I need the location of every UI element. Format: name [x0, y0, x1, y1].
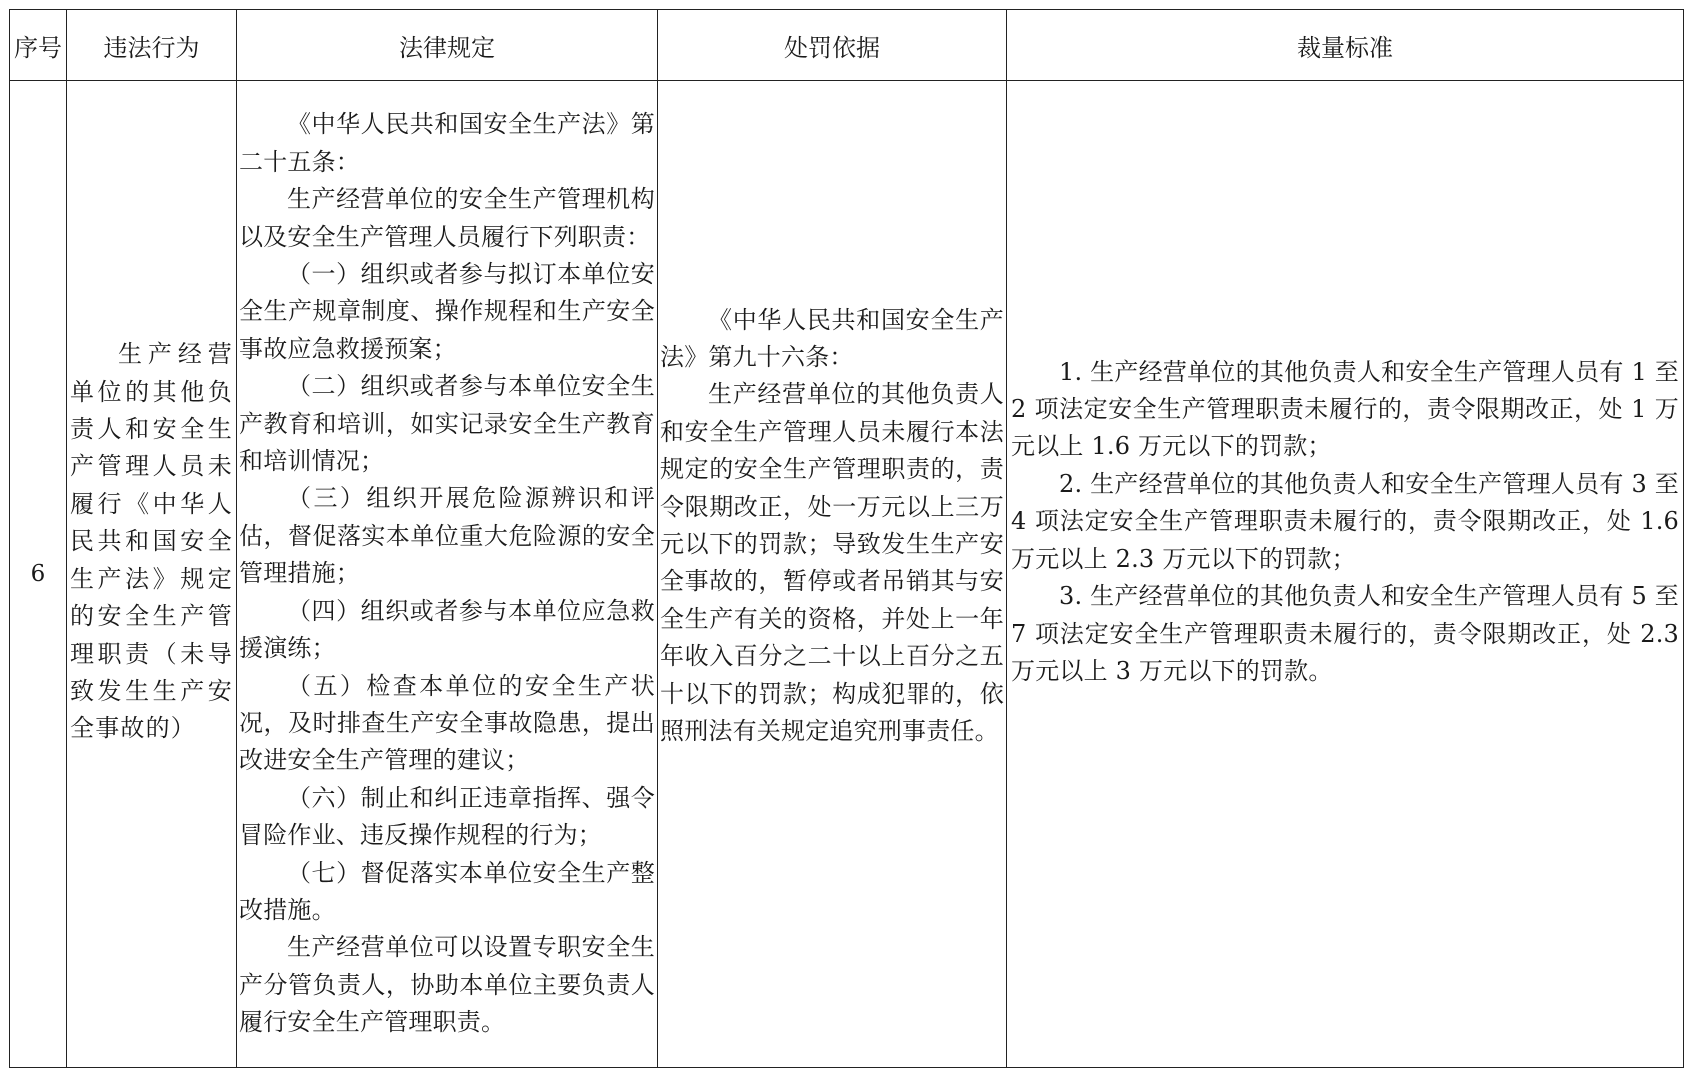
table-row — [10, 81, 1684, 1068]
standard-para: 3. 生产经营单位的其他负责人和安全生产管理人员有 5 至 7 项法定安全生产管理职责未履行的，责令限期改正，处 2.3 万元以上 3 万元以下的罚款。 — [1011, 582, 1679, 685]
law-para: （三）组织开展危险源辨识和评估，督促落实本单位重大危险源的安全管理措施； — [239, 484, 655, 588]
basis-paragraphs — [658, 302, 1006, 751]
row-act: 生产经营单位的其他负责人和安全生产管理人员未履行《中华人民共和国安全生产法》规定的安全生产管理职责（未导致发生生产安全事故的） — [70, 340, 233, 743]
basis-para: 《中华人民共和国安全生产法》第九十六条： — [660, 305, 1004, 371]
row-seq: 6 — [10, 81, 67, 1068]
header-seq: 序号 — [10, 10, 67, 81]
row-standard-cell — [1007, 81, 1684, 1068]
standard-paragraphs — [1007, 354, 1683, 691]
basis-para: 生产经营单位的其他负责人和安全生产管理人员未履行本法规定的安全生产管理职责的，责令限期改正，处一万元以上三万元以下的罚款；导致发生生产安全事故的，暂停或者吊销其与安全生产有关的资格，并处上一年年收入百分之二十以上百分之五十以下的罚款；构成犯罪的，依照刑法有关规定追究刑事责任。 — [660, 380, 1004, 746]
law-para: （四）组织或者参与本单位应急救援演练； — [239, 596, 655, 663]
law-para: 生产经营单位的安全生产管理机构以及安全生产管理人员履行下列职责： — [239, 185, 655, 251]
row-basis-cell — [658, 81, 1007, 1068]
header-act: 违法行为 — [67, 10, 237, 81]
law-para: （七）督促落实本单位安全生产整改措施。 — [239, 858, 655, 924]
row-act-cell — [67, 81, 237, 1068]
standard-para: 2. 生产经营单位的其他负责人和安全生产管理人员有 3 至 4 项法定安全生产管理职责未履行的，责令限期改正，处 1.6 万元以上 2.3 万元以下的罚款； — [1011, 469, 1679, 573]
law-para: （六）制止和纠正违章指挥、强令冒险作业、违反操作规程的行为； — [239, 783, 655, 850]
law-para: 生产经营单位可以设置专职安全生产分管负责人，协助本单位主要负责人履行安全生产管理职责。 — [239, 933, 655, 1037]
law-paragraphs — [237, 106, 657, 1041]
header-standard: 裁量标准 — [1007, 10, 1684, 81]
law-para: （二）组织或者参与本单位安全生产教育和培训，如实记录安全生产教育和培训情况； — [239, 372, 655, 476]
standard-para: 1. 生产经营单位的其他负责人和安全生产管理人员有 1 至 2 项法定安全生产管理职责未履行的，责令限期改正，处 1 万元以上 1.6 万元以下的罚款； — [1011, 357, 1679, 461]
header-basis: 处罚依据 — [658, 10, 1007, 81]
law-para: （五）检查本单位的安全生产状况，及时排查生产安全事故隐患，提出改进安全生产管理的建议； — [239, 671, 655, 775]
header-row — [10, 10, 1684, 81]
law-para: （一）组织或者参与拟订本单位安全生产规章制度、操作规程和生产安全事故应急救援预案； — [239, 260, 655, 363]
row-law-cell — [237, 81, 658, 1068]
header-law: 法律规定 — [237, 10, 658, 81]
penalty-table — [9, 9, 1684, 1068]
law-para: 《中华人民共和国安全生产法》第二十五条： — [239, 110, 655, 176]
